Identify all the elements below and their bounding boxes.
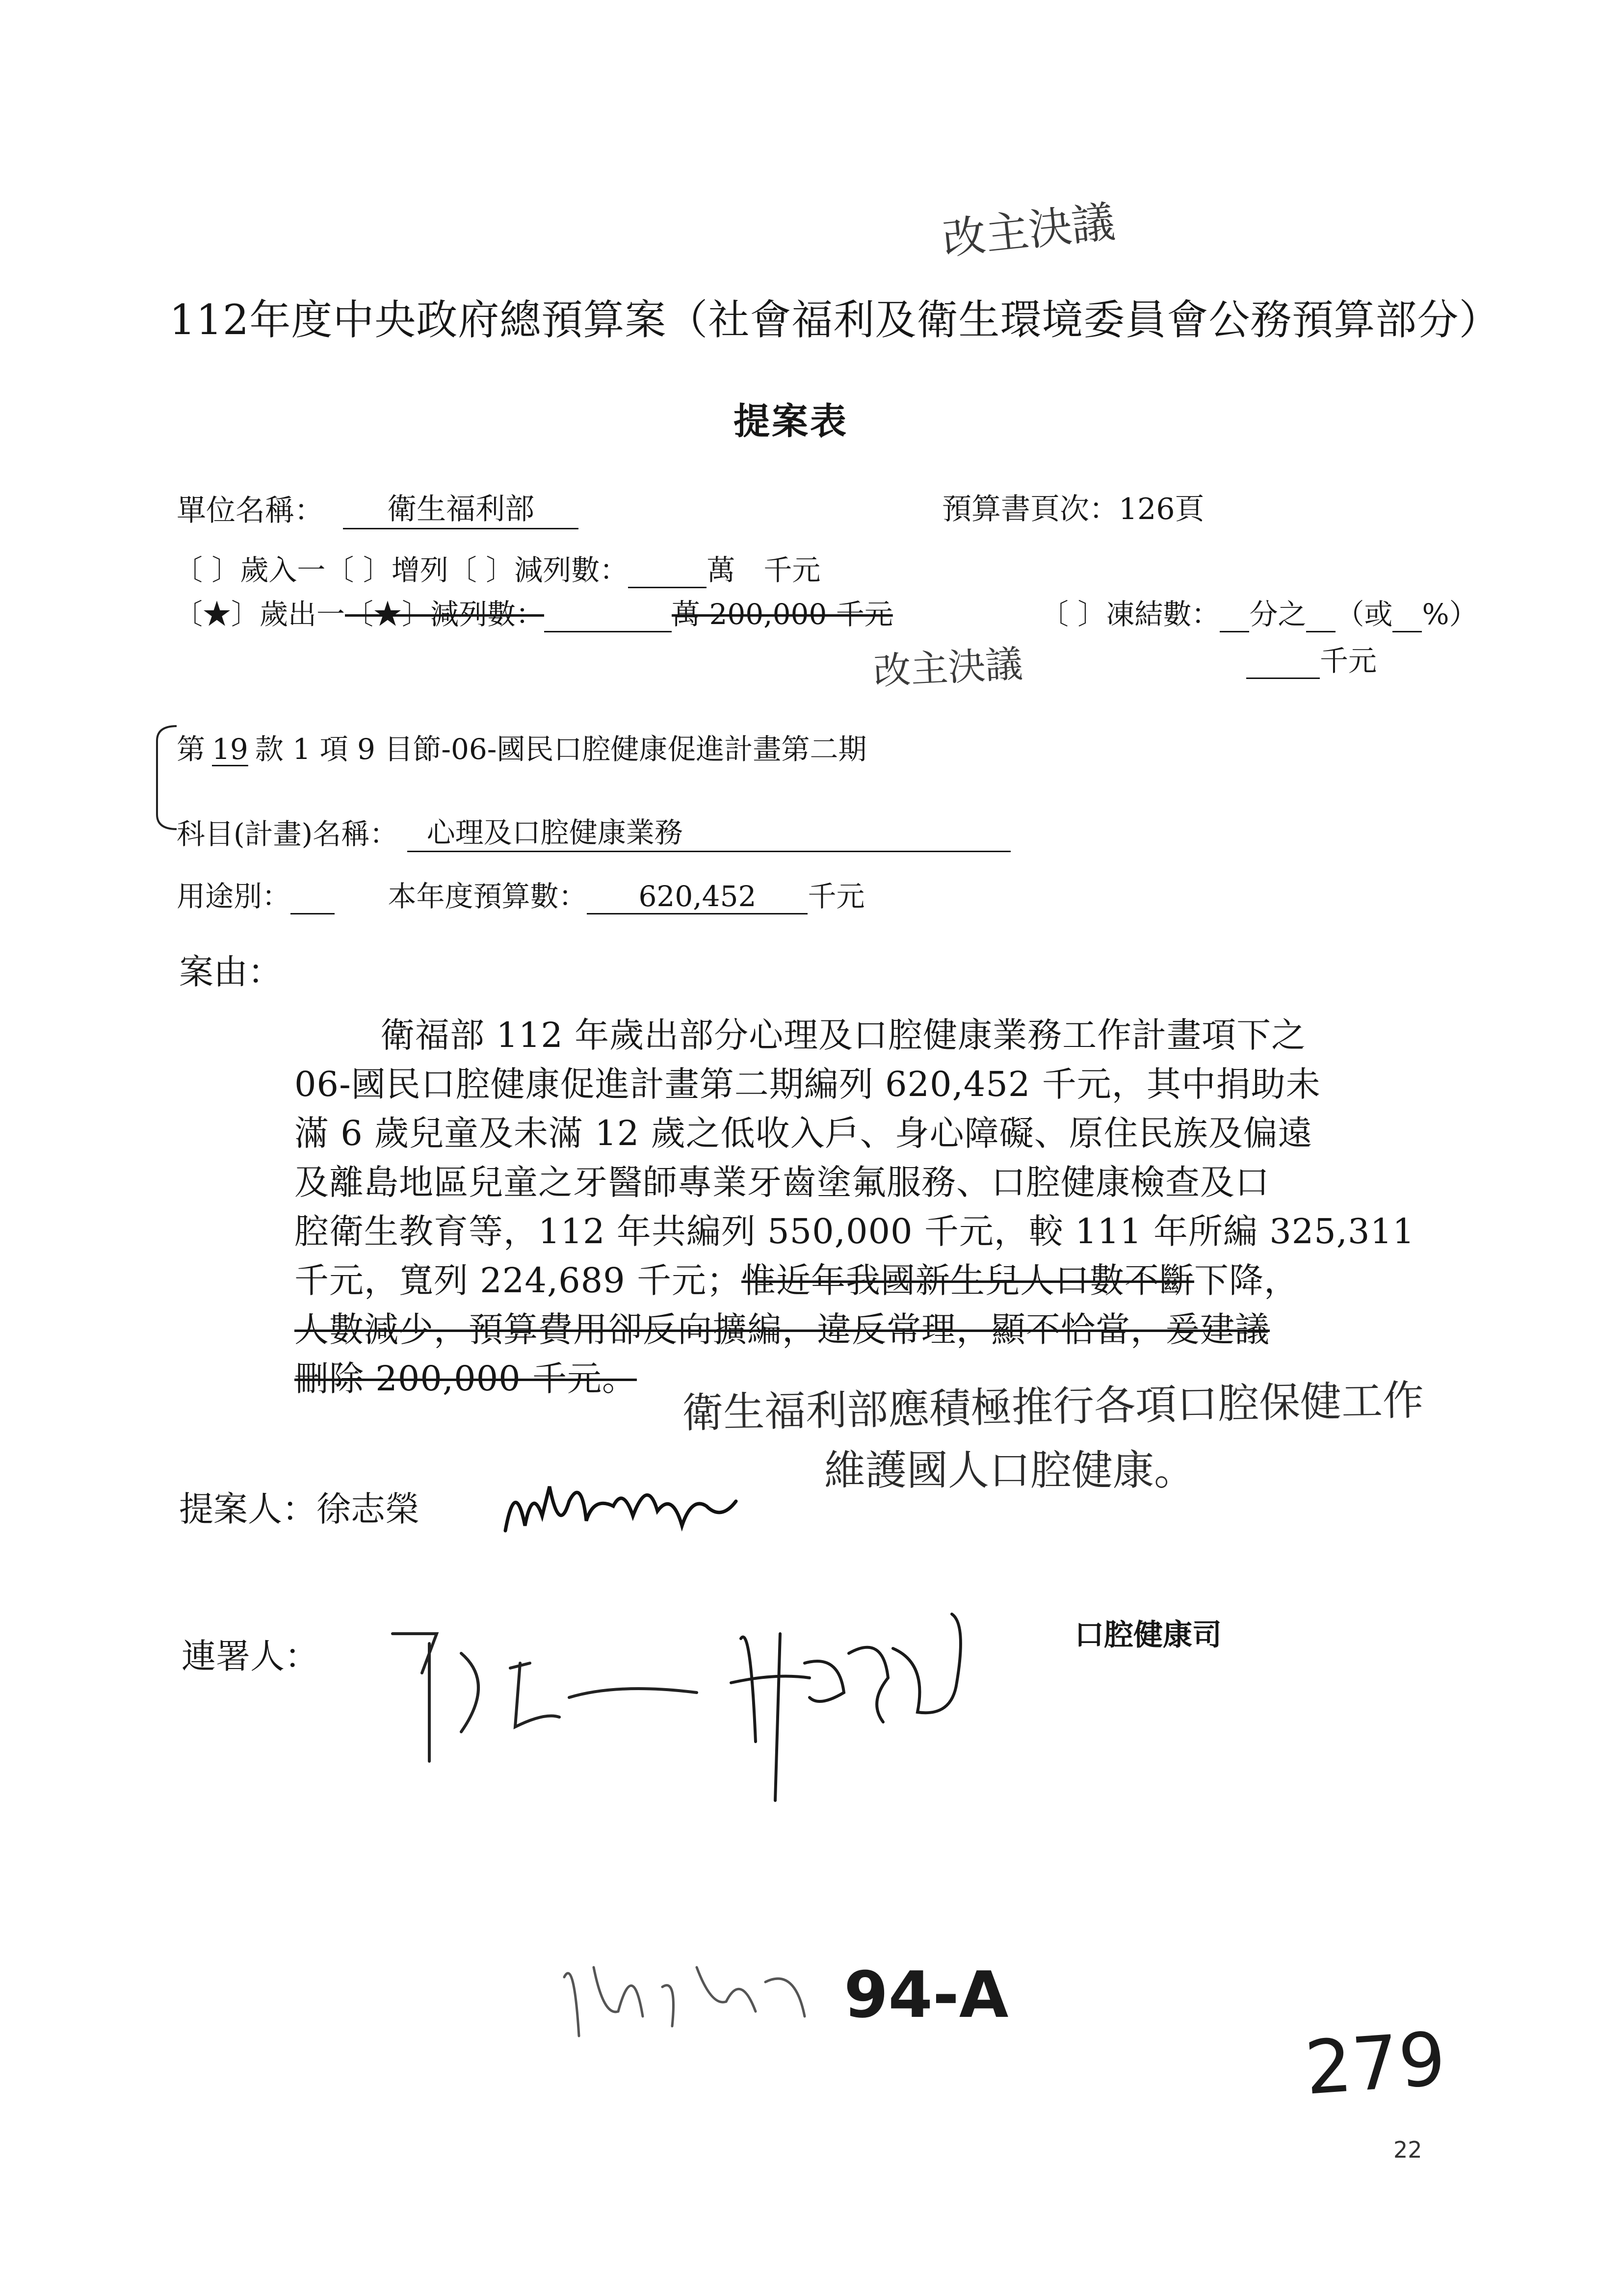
reason-label: 案由： bbox=[179, 952, 282, 992]
subject-row bbox=[177, 809, 1011, 852]
expense-struck-label: 〔★〕減列數： bbox=[345, 598, 545, 631]
proposer-label: 提案人： bbox=[179, 1489, 316, 1529]
reason-line: 06-國民口腔健康促進計畫第二期編列 620,452 千元，其中捐助未 bbox=[294, 1064, 1321, 1104]
usage-blank bbox=[290, 884, 335, 914]
bottom-code: 94-A bbox=[844, 1957, 1009, 2032]
freeze-blank-3 bbox=[1392, 601, 1422, 632]
revenue-blank bbox=[628, 557, 707, 588]
subject-value: 心理及口腔健康業務 bbox=[407, 809, 1011, 852]
reason-line7-struck: 人數減少，預算費用卻反向擴編，違反常理，顯不恰當，爰建議 bbox=[294, 1309, 1270, 1350]
cosigner-label: 連署人： bbox=[182, 1636, 319, 1676]
unit-value: 衛生福利部 bbox=[343, 486, 578, 529]
section-row bbox=[177, 726, 866, 767]
revenue-units: 萬 千元 bbox=[707, 553, 821, 587]
freeze-blank-2 bbox=[1306, 601, 1336, 632]
usage-row bbox=[177, 873, 864, 914]
unit-row bbox=[177, 486, 578, 529]
subject-label: 科目(計畫)名稱： bbox=[177, 817, 398, 851]
usage-label: 用途別： bbox=[177, 880, 291, 913]
bottom-signature bbox=[550, 1928, 854, 2056]
handwritten-reason-1: 衛生福利部應積極推行各項口腔保健工作 bbox=[681, 1376, 1424, 1437]
freeze-fraction: 分之 bbox=[1249, 598, 1307, 631]
unit-label: 單位名稱： bbox=[177, 494, 324, 528]
revenue-row bbox=[174, 547, 820, 588]
handwritten-annotation-mid: 改主決議 bbox=[872, 642, 1024, 693]
section-rest: 款 1 項 9 目節-06-國民口腔健康促進計畫第二期 bbox=[255, 732, 867, 766]
freeze-row bbox=[1040, 591, 1478, 632]
reason-line: 滿 6 歲兒童及未滿 12 歲之低收入戶、身心障礙、原住民族及偏遠 bbox=[294, 1113, 1313, 1153]
department: 口腔健康司 bbox=[1074, 1618, 1222, 1652]
reason-line8-struck: 刪除 200,000 千元。 bbox=[294, 1358, 637, 1399]
budget-page: 預算書頁次：126頁 bbox=[942, 492, 1205, 526]
handwritten-annotation-top: 改主決議 bbox=[940, 196, 1118, 265]
expense-blank bbox=[544, 601, 672, 632]
budget-unit: 千元 bbox=[808, 880, 865, 913]
document-title: 112年度中央政府總預算案（社會福利及衛生環境委員會公務預算部分） bbox=[169, 296, 1501, 344]
expense-prefix: 〔★〕歲出一 bbox=[174, 598, 345, 631]
budget-label: 本年度預算數： bbox=[388, 880, 587, 913]
reason-line: 及離島地區兒童之牙醫師專業牙齒塗氟服務、口腔健康檢查及口 bbox=[294, 1162, 1270, 1202]
freeze-pct: %） bbox=[1422, 598, 1478, 631]
reason-line6-struck: 惟近年我國新生兒人口數不斷 bbox=[741, 1260, 1194, 1301]
cosigner-signature-2 bbox=[721, 1594, 996, 1830]
document-subtitle: 提案表 bbox=[733, 400, 848, 443]
freeze-unit: 千元 bbox=[1320, 644, 1377, 678]
budget-value: 620,452 bbox=[587, 880, 808, 914]
page-number: 22 bbox=[1393, 2137, 1422, 2163]
reason-line: 衛福部 112 年歲出部分心理及口腔健康業務工作計畫項下之 bbox=[380, 1015, 1307, 1055]
cosigner-signature-1 bbox=[383, 1614, 726, 1771]
reason-line: 腔衛生教育等，112 年共編列 550,000 千元，較 111 年所編 325,311 bbox=[294, 1211, 1415, 1252]
freeze-unit-row bbox=[1246, 638, 1377, 679]
section-prefix: 第 bbox=[177, 732, 206, 766]
expense-row bbox=[174, 591, 893, 632]
section-number: 19 bbox=[212, 732, 248, 766]
handwritten-reason-2: 維護國人口腔健康。 bbox=[824, 1446, 1196, 1494]
handwritten-number: 279 bbox=[1302, 2016, 1449, 2112]
proposer-name: 徐志榮 bbox=[316, 1489, 419, 1529]
freeze-blank-4 bbox=[1246, 648, 1320, 679]
reason-line6-tail: 下降， bbox=[1194, 1260, 1299, 1301]
reason-paragraph bbox=[294, 1011, 1415, 1403]
proposer-row bbox=[179, 1482, 419, 1531]
expense-struck-amount: 萬 200,000 千元 bbox=[672, 598, 893, 631]
proposer-signature bbox=[496, 1457, 751, 1555]
freeze-label: 〔 〕凍結數： bbox=[1040, 598, 1220, 631]
reason-line bbox=[294, 1305, 1415, 1354]
freeze-or: （或 bbox=[1336, 598, 1393, 631]
reason-line6-plain: 千元，寬列 224,689 千元； bbox=[294, 1260, 741, 1301]
revenue-label: 〔 〕歲入一〔 〕增列〔 〕減列數： bbox=[174, 553, 629, 587]
reason-line bbox=[294, 1256, 1415, 1305]
freeze-blank-1 bbox=[1220, 601, 1249, 632]
